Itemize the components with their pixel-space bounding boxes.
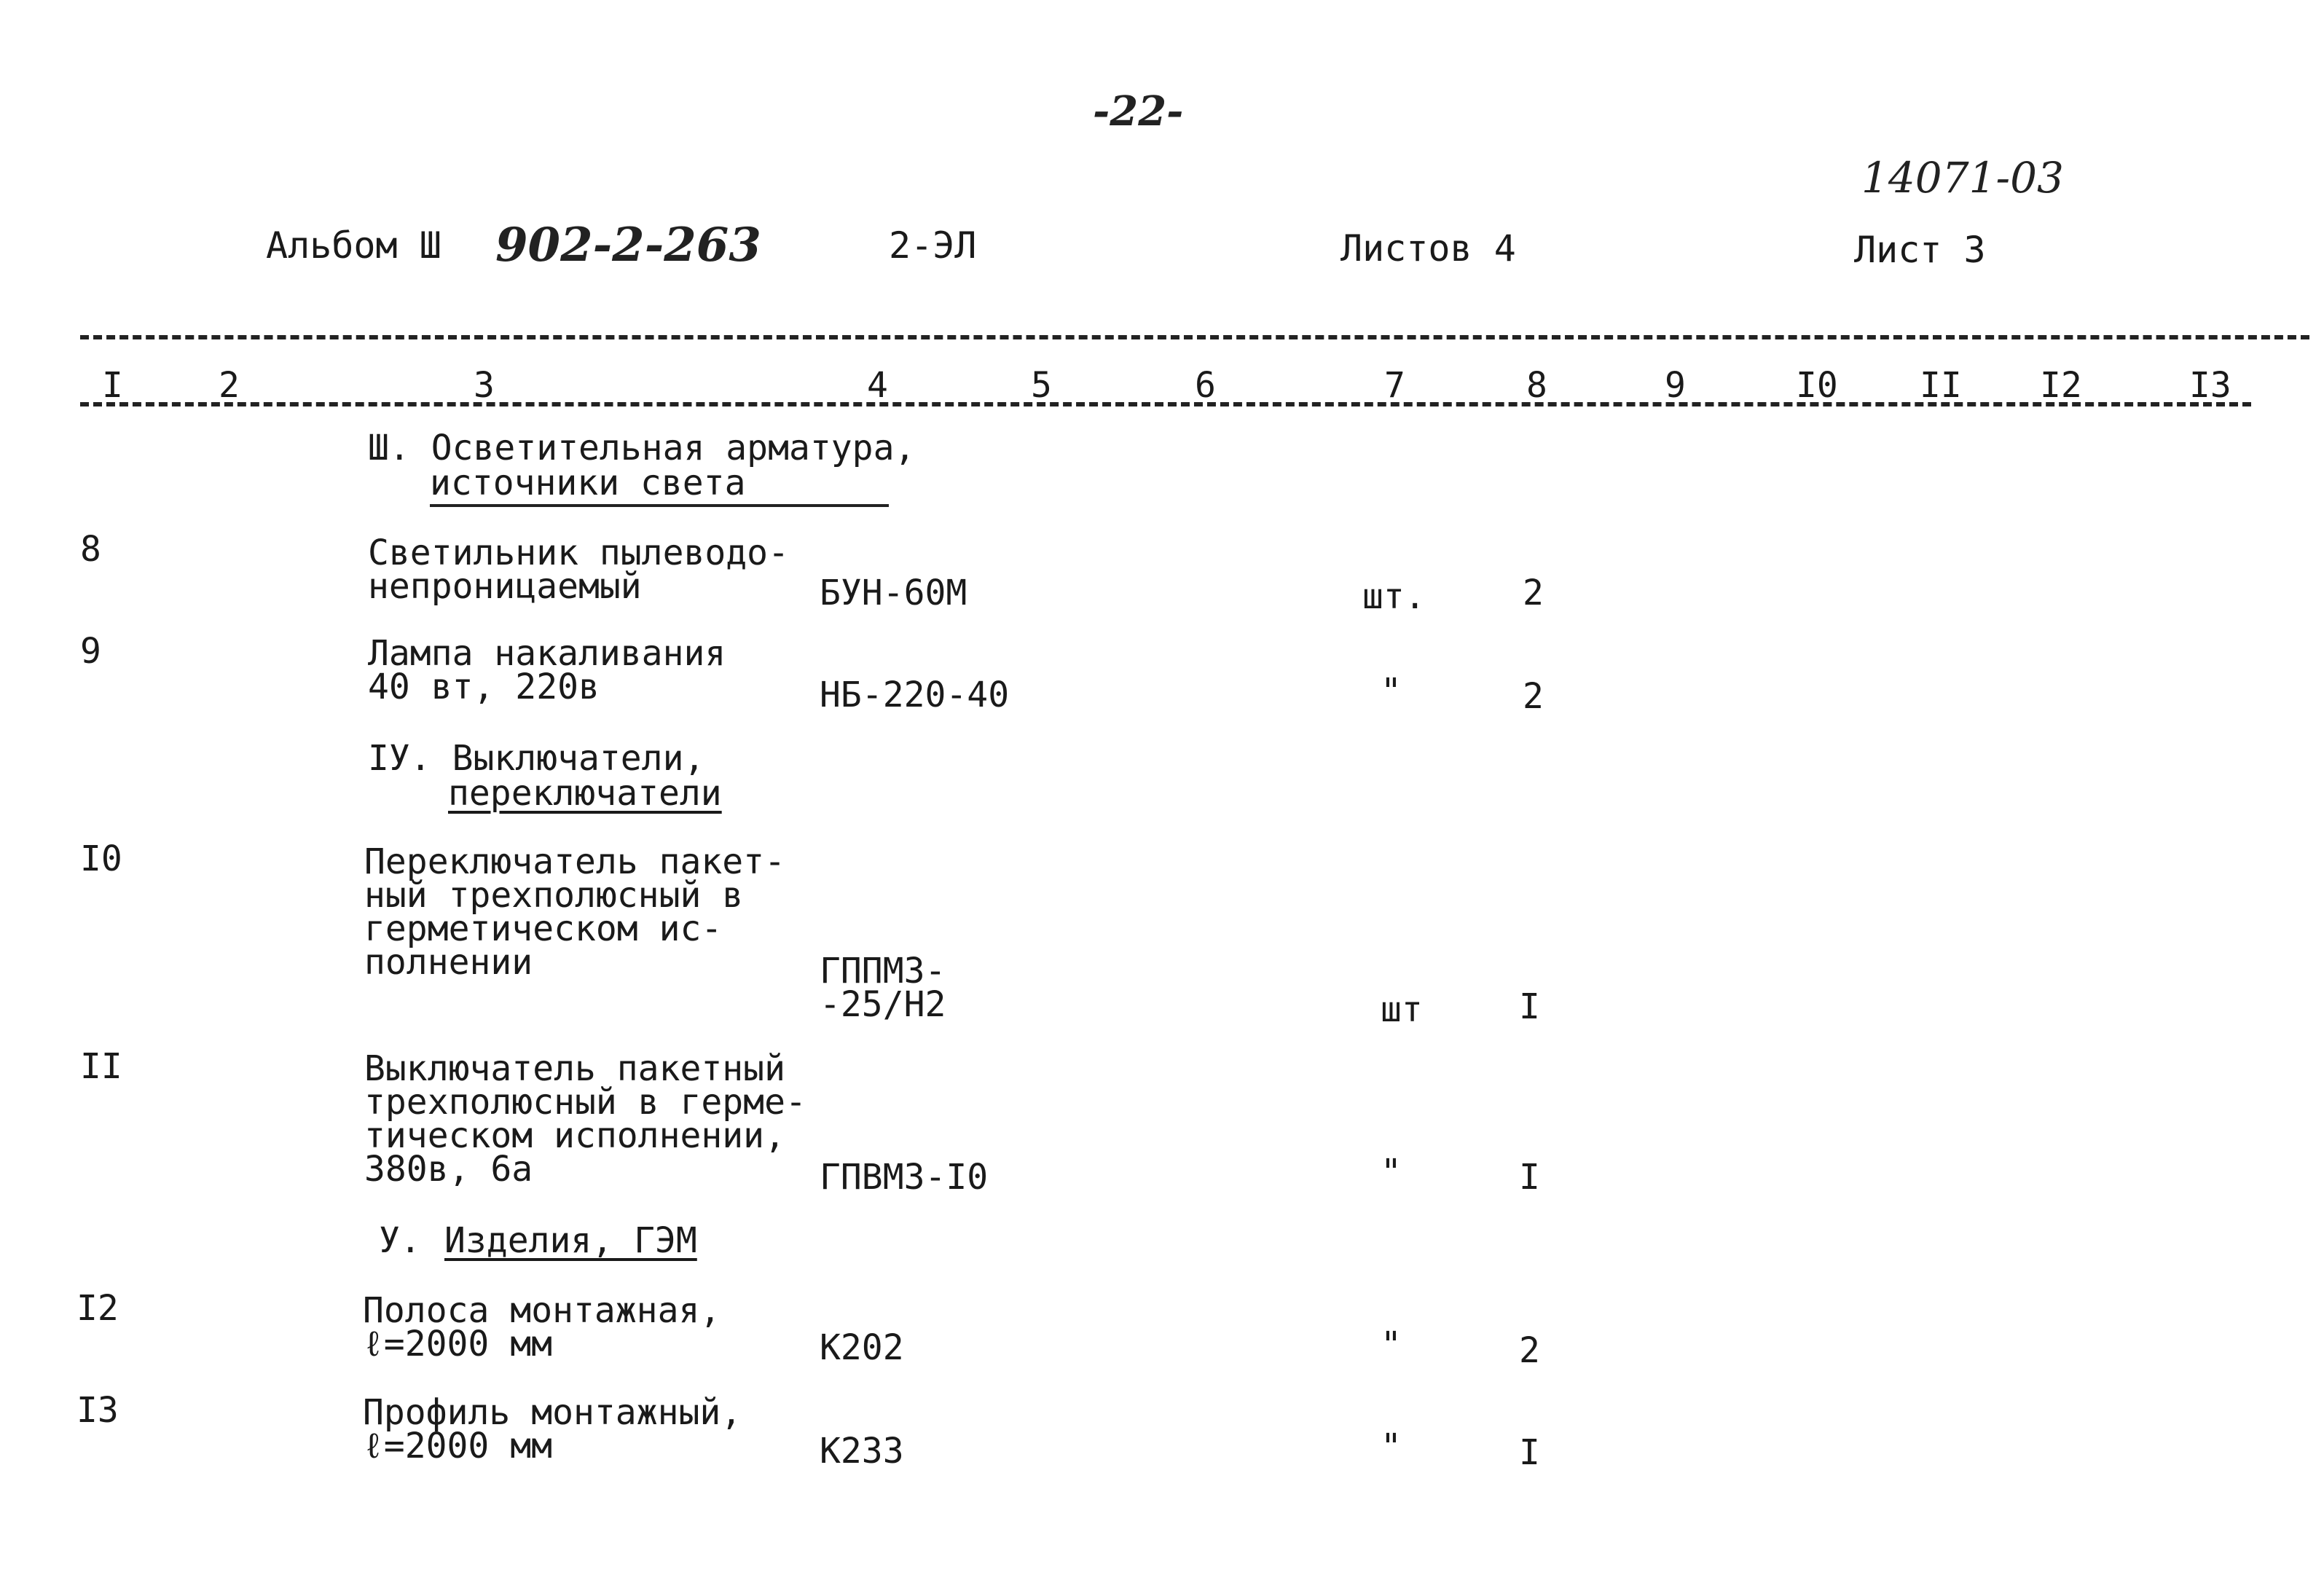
column-number: 5	[1031, 365, 1052, 406]
row-position: II	[80, 1046, 122, 1087]
sheet-number: Лист 3	[1854, 229, 1986, 271]
item-name: Полоса монтажная, ℓ=2000 мм	[363, 1290, 721, 1364]
document-code: 14071-03	[1861, 153, 2064, 203]
section-heading: Ш. Осветительная арматура,	[368, 428, 916, 468]
item-name: Лампа накаливания 40 вт, 220в	[368, 633, 726, 707]
item-name: Светильник пылеводо- непроницаемый	[368, 533, 789, 607]
column-number: I3	[2189, 365, 2231, 406]
item-name: Профиль монтажный, ℓ=2000 мм	[363, 1392, 742, 1466]
item-name: Переключатель пакет- ный трехполюсный в герметическом ис- полнении	[364, 841, 785, 983]
item-quantity: 2	[1519, 1330, 1540, 1371]
item-unit: "	[1381, 1324, 1402, 1365]
section-prefix: У.	[379, 1220, 421, 1261]
item-mark: БУН-60М	[820, 573, 967, 613]
section-underline	[430, 504, 889, 507]
item-mark: К233	[820, 1431, 904, 1472]
column-number: 4	[867, 365, 888, 406]
item-quantity: I	[1519, 1432, 1540, 1473]
item-unit: шт	[1381, 989, 1423, 1030]
album-code: 902-2-263	[495, 218, 761, 272]
item-quantity: 2	[1523, 676, 1544, 717]
section-code: 2-ЭЛ	[889, 224, 977, 267]
item-unit: "	[1381, 1152, 1402, 1193]
column-number: I2	[2040, 365, 2082, 406]
section-heading: Изделия, ГЭМ	[444, 1220, 697, 1261]
item-unit: "	[1381, 671, 1402, 712]
section-heading: IУ. Выключатели,	[368, 738, 705, 779]
column-number: 7	[1384, 365, 1405, 406]
sheets-total: Листов 4	[1340, 227, 1516, 270]
item-mark: К202	[820, 1327, 904, 1368]
item-mark: НБ-220-40	[820, 675, 1010, 715]
row-position: I2	[76, 1288, 119, 1329]
item-unit: "	[1381, 1426, 1402, 1467]
item-quantity: I	[1519, 986, 1540, 1027]
column-number: II	[1920, 365, 1962, 406]
item-mark: ГППМЗ- -25/Н2	[820, 951, 946, 1025]
item-mark: ГПВМЗ-I0	[820, 1157, 989, 1198]
column-number: 3	[474, 365, 495, 406]
row-position: 9	[80, 631, 101, 672]
row-position: I3	[76, 1390, 119, 1431]
section-heading: переключатели	[448, 773, 722, 814]
row-position: I0	[80, 838, 122, 879]
column-number: 6	[1195, 365, 1216, 406]
item-unit: шт.	[1362, 576, 1426, 617]
column-number: 8	[1526, 365, 1547, 406]
header-separator	[80, 335, 2309, 339]
section-heading: источники света	[430, 463, 746, 503]
album-label: Альбом Ш	[266, 224, 441, 267]
column-number: I	[102, 365, 123, 406]
column-number: 9	[1665, 365, 1686, 406]
item-quantity: 2	[1523, 573, 1544, 613]
item-quantity: I	[1519, 1157, 1540, 1198]
item-name: Выключатель пакетный трехполюсный в герме- тическом исполнении, 380в, 6а	[364, 1048, 806, 1190]
column-number-underline	[80, 402, 2251, 406]
row-position: 8	[80, 529, 101, 570]
column-number: 2	[219, 365, 240, 406]
column-number: I0	[1796, 365, 1838, 406]
page-number: -22-	[1093, 87, 1184, 135]
